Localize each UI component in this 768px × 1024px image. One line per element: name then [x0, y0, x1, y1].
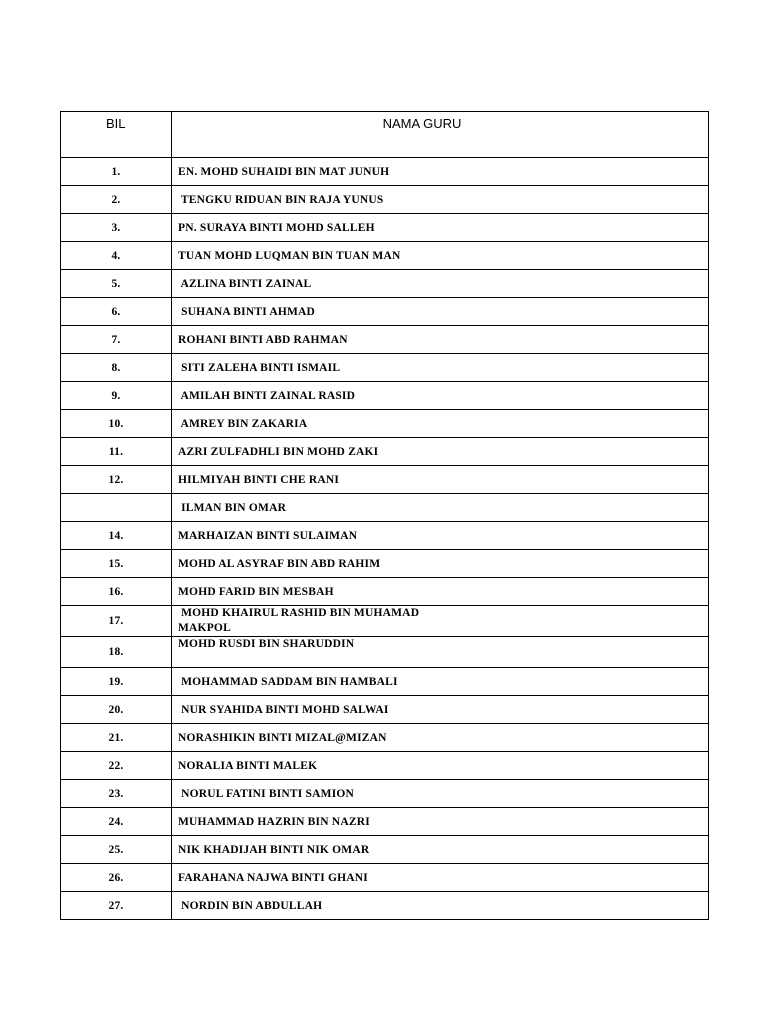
- table-row: [61, 724, 709, 752]
- table-row: [61, 606, 709, 637]
- cell-nama-guru: [172, 326, 709, 354]
- cell-bil: 3.: [61, 214, 172, 242]
- cell-nama-guru: [172, 158, 709, 186]
- cell-bil: 23.: [61, 780, 172, 808]
- table-row: [61, 522, 709, 550]
- cell-bil: 21.: [61, 724, 172, 752]
- teacher-name: AZRI ZULFADHLI BIN MOHD ZAKI: [178, 445, 379, 458]
- cell-nama-guru: [172, 466, 709, 494]
- table-row: [61, 780, 709, 808]
- cell-nama-guru: [172, 808, 709, 836]
- table-row: [61, 550, 709, 578]
- cell-nama-guru: [172, 494, 709, 522]
- teacher-name: HILMIYAH BINTI CHE RANI: [178, 473, 340, 486]
- teacher-name: FARAHANA NAJWA BINTI GHANI: [178, 871, 368, 884]
- cell-bil: 6.: [61, 298, 172, 326]
- cell-bil: 14.: [61, 522, 172, 550]
- teacher-name: MOHD RUSDI BIN SHARUDDIN: [178, 638, 355, 650]
- teacher-name: EN. MOHD SUHAIDI BIN MAT JUNUH: [178, 165, 390, 178]
- cell-nama-guru: [172, 578, 709, 606]
- cell-bil: 18.: [61, 637, 172, 668]
- cell-bil: 1.: [61, 158, 172, 186]
- cell-bil: 5.: [61, 270, 172, 298]
- cell-bil: 11.: [61, 438, 172, 466]
- teacher-name: MARHAIZAN BINTI SULAIMAN: [178, 529, 358, 542]
- teacher-name: TUAN MOHD LUQMAN BIN TUAN MAN: [178, 249, 401, 262]
- teacher-name: MOHD FARID BIN MESBAH: [178, 585, 334, 598]
- cell-bil: 17.: [61, 606, 172, 637]
- table-row: [61, 752, 709, 780]
- cell-nama-guru: [172, 522, 709, 550]
- table-row: [61, 158, 709, 186]
- table-header-row: [61, 112, 709, 158]
- cell-bil: 19.: [61, 668, 172, 696]
- table-row: [61, 668, 709, 696]
- teacher-name: MOHAMMAD SADDAM BIN HAMBALI: [178, 675, 398, 688]
- cell-nama-guru: [172, 752, 709, 780]
- cell-bil: 7.: [61, 326, 172, 354]
- table-row: [61, 892, 709, 920]
- teacher-name: AZLINA BINTI ZAINAL: [178, 277, 312, 290]
- cell-nama-guru: [172, 668, 709, 696]
- cell-nama-guru: [172, 354, 709, 382]
- header-nama-guru: NAMA GURU: [172, 112, 709, 158]
- cell-nama-guru: [172, 606, 709, 637]
- cell-bil: 12.: [61, 466, 172, 494]
- cell-bil: 4.: [61, 242, 172, 270]
- teacher-name: NORASHIKIN BINTI MIZAL@MIZAN: [178, 731, 387, 744]
- teacher-name: SITI ZALEHA BINTI ISMAIL: [178, 361, 341, 374]
- cell-nama-guru: [172, 864, 709, 892]
- cell-nama-guru: [172, 298, 709, 326]
- cell-nama-guru: [172, 696, 709, 724]
- cell-bil: 8.: [61, 354, 172, 382]
- table-row: [61, 214, 709, 242]
- teacher-name: NORDIN BIN ABDULLAH: [178, 899, 323, 912]
- table-row: [61, 298, 709, 326]
- table-row: [61, 466, 709, 494]
- teacher-name: ILMAN BIN OMAR: [178, 501, 287, 514]
- table-row: [61, 326, 709, 354]
- cell-bil: 10.: [61, 410, 172, 438]
- cell-bil: 20.: [61, 696, 172, 724]
- table-row: [61, 242, 709, 270]
- cell-nama-guru: [172, 637, 709, 668]
- cell-nama-guru: [172, 410, 709, 438]
- cell-bil: 16.: [61, 578, 172, 606]
- table-row: [61, 382, 709, 410]
- teacher-name: AMREY BIN ZAKARIA: [178, 417, 308, 430]
- cell-nama-guru: [172, 892, 709, 920]
- cell-nama-guru: [172, 270, 709, 298]
- cell-nama-guru: [172, 438, 709, 466]
- cell-bil: 26.: [61, 864, 172, 892]
- cell-bil: 27.: [61, 892, 172, 920]
- table-row: [61, 637, 709, 668]
- teacher-name: NUR SYAHIDA BINTI MOHD SALWAI: [178, 703, 389, 716]
- table-row: [61, 808, 709, 836]
- cell-bil: 24.: [61, 808, 172, 836]
- header-bil: BIL: [61, 112, 172, 158]
- cell-bil: 15.: [61, 550, 172, 578]
- teacher-name: MUHAMMAD HAZRIN BIN NAZRI: [178, 815, 370, 828]
- cell-nama-guru: [172, 550, 709, 578]
- table-row: [61, 494, 709, 522]
- cell-nama-guru: [172, 836, 709, 864]
- cell-bil: 22.: [61, 752, 172, 780]
- cell-nama-guru: [172, 780, 709, 808]
- teacher-name: NORUL FATINI BINTI SAMION: [178, 787, 355, 800]
- table-row: [61, 578, 709, 606]
- cell-nama-guru: [172, 214, 709, 242]
- cell-bil: 9.: [61, 382, 172, 410]
- cell-bil: 2.: [61, 186, 172, 214]
- teacher-name: SUHANA BINTI AHMAD: [178, 305, 316, 318]
- teacher-name: MOHD KHAIRUL RASHID BIN MUHAMAD MAKPOL: [178, 607, 420, 634]
- teacher-name: AMILAH BINTI ZAINAL RASID: [178, 389, 356, 402]
- teacher-name: NIK KHADIJAH BINTI NIK OMAR: [178, 843, 370, 856]
- teacher-name: NORALIA BINTI MALEK: [178, 759, 318, 772]
- teacher-name: MOHD AL ASYRAF BIN ABD RAHIM: [178, 557, 381, 570]
- cell-bil: [61, 494, 172, 522]
- cell-nama-guru: [172, 242, 709, 270]
- teacher-name: PN. SURAYA BINTI MOHD SALLEH: [178, 221, 375, 234]
- table-row: [61, 864, 709, 892]
- cell-nama-guru: [172, 382, 709, 410]
- table-row: [61, 696, 709, 724]
- teacher-name: TENGKU RIDUAN BIN RAJA YUNUS: [178, 193, 384, 206]
- teacher-name: ROHANI BINTI ABD RAHMAN: [178, 333, 348, 346]
- cell-bil: 25.: [61, 836, 172, 864]
- table-row: [61, 186, 709, 214]
- table-row: [61, 836, 709, 864]
- teacher-list-table: [60, 111, 709, 920]
- table-row: [61, 438, 709, 466]
- table-row: [61, 410, 709, 438]
- cell-nama-guru: [172, 186, 709, 214]
- table-row: [61, 354, 709, 382]
- cell-nama-guru: [172, 724, 709, 752]
- table-row: [61, 270, 709, 298]
- table-body: [61, 158, 709, 920]
